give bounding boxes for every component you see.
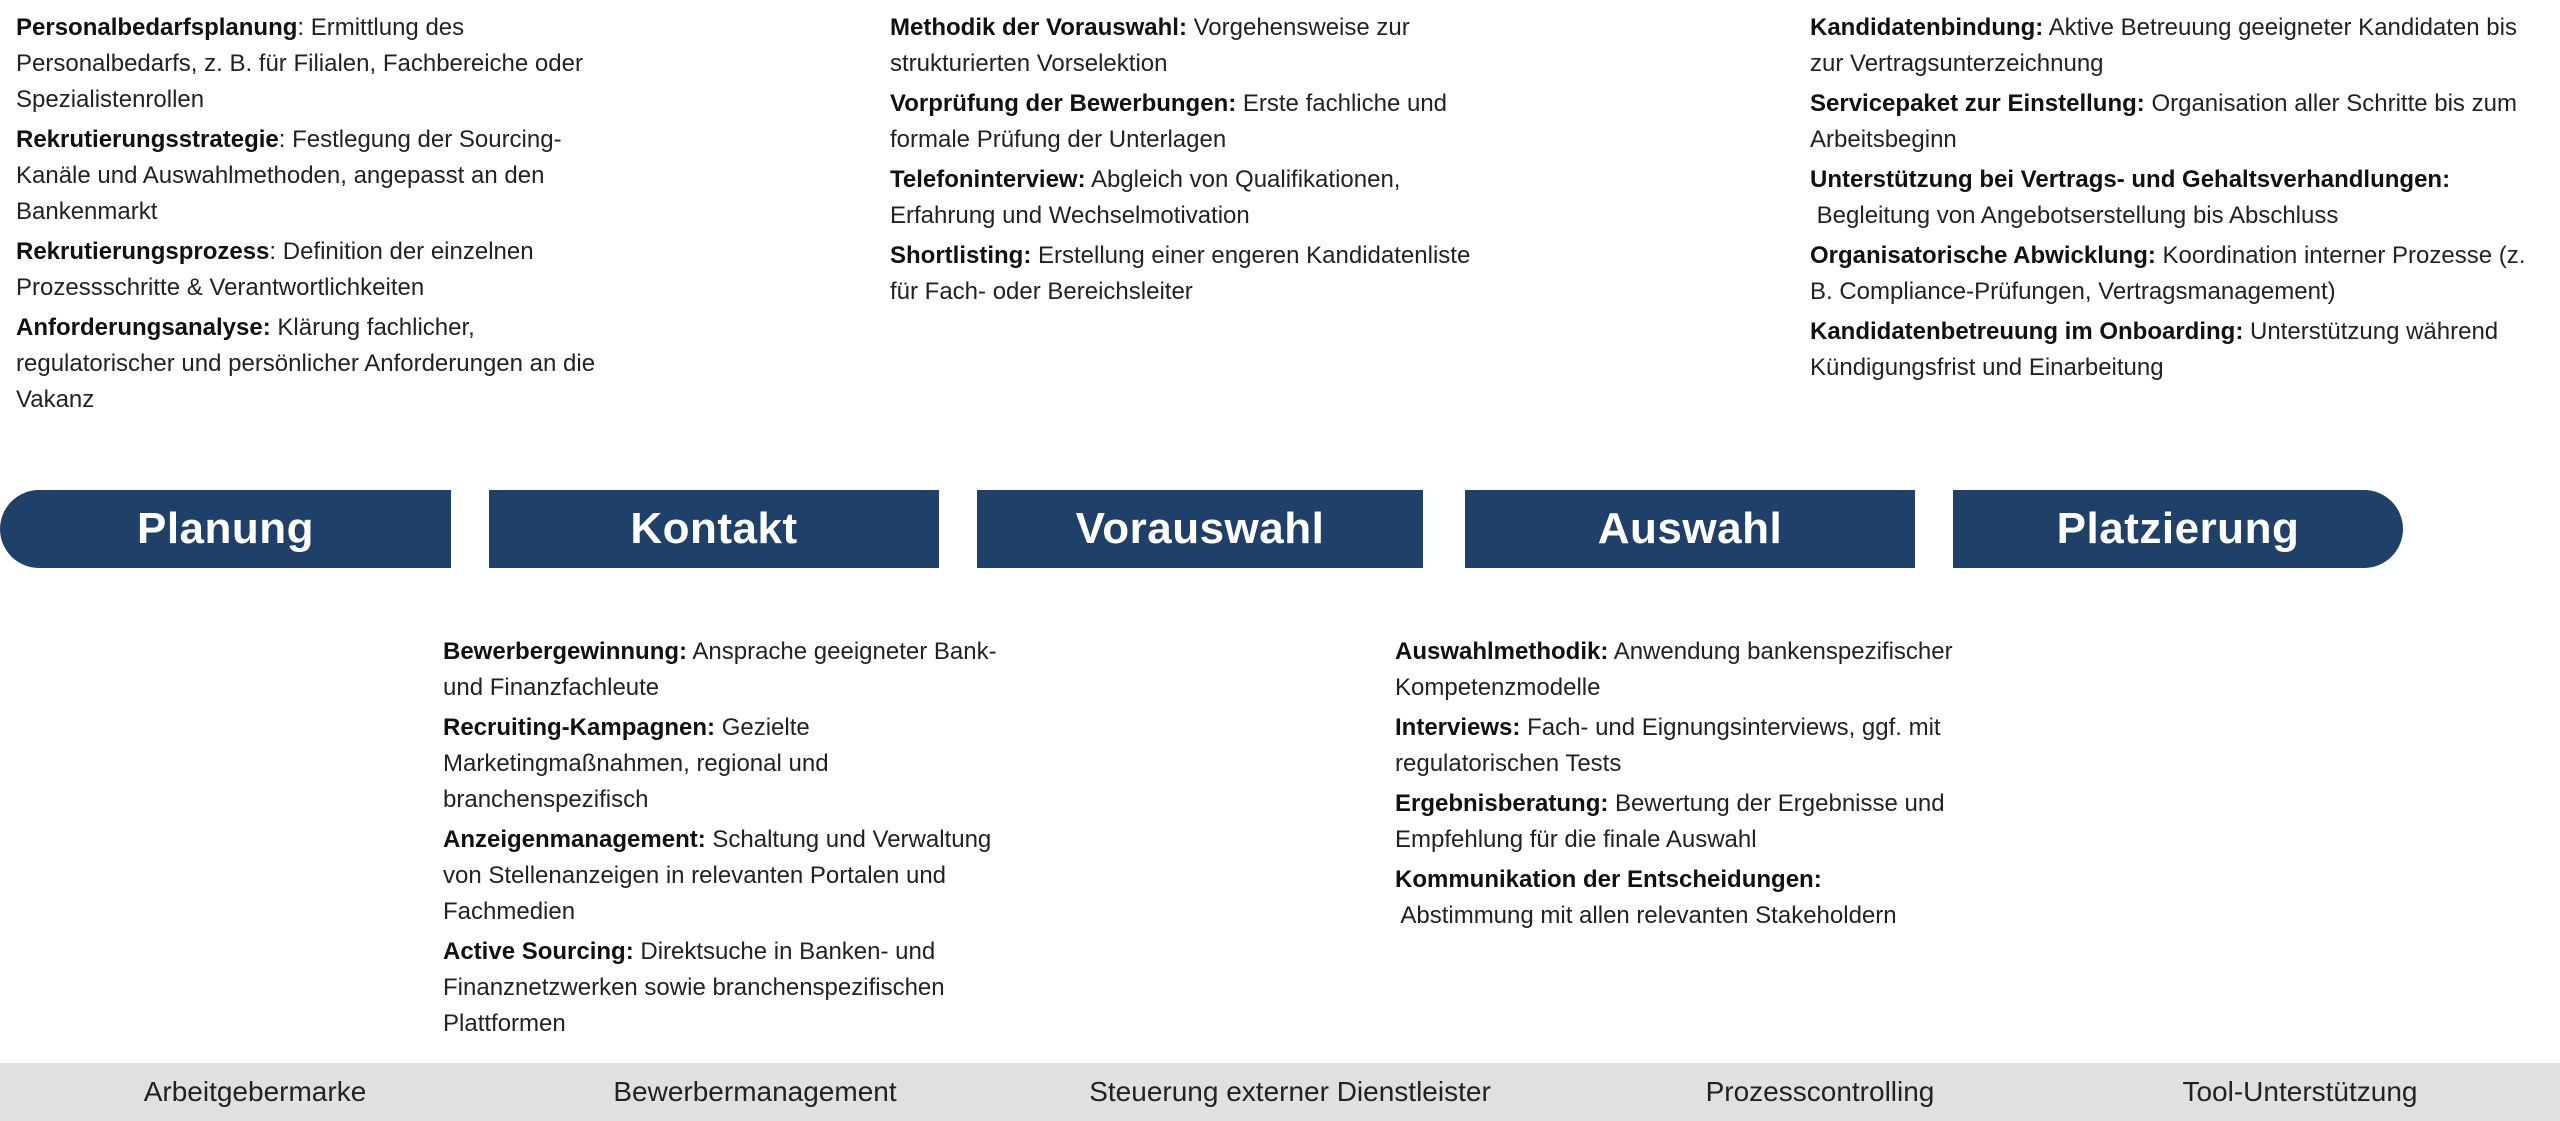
vorauswahl-item-description: Erste fachliche und formale Prüfung der Unterlagen bbox=[890, 90, 1448, 153]
planung-item-term: Anforderungsanalyse: bbox=[16, 314, 271, 341]
stage-kontakt: Kontakt bbox=[489, 490, 939, 568]
vorauswahl-item-term: Shortlisting: bbox=[890, 242, 1032, 269]
kontakt-item bbox=[443, 822, 1013, 930]
auswahl-item-description: Bewertung der Ergebnisse und Empfehlung für die finale Auswahl bbox=[1395, 790, 1945, 853]
planung-item-term: Personalbedarfsplanung bbox=[16, 14, 298, 41]
vorauswahl-item-term: Vorprüfung der Bewerbungen: bbox=[890, 90, 1237, 117]
auswahl-item-term: Auswahlmethodik: bbox=[1395, 638, 1609, 665]
kontakt-item-description: Ansprache geeigneter Bank- und Finanzfachleute bbox=[443, 638, 997, 701]
vorauswahl-item-separator bbox=[1236, 90, 1243, 117]
kontakt-item-term: Anzeigenmanagement: bbox=[443, 826, 706, 853]
vorauswahl-item-description: Erstellung einer engeren Kandidatenliste für Fach- oder Bereichsleiter bbox=[890, 242, 1471, 305]
planung-item bbox=[16, 310, 596, 418]
platzierung-item-term: Kandidatenbindung: bbox=[1810, 14, 2044, 41]
auswahl-item-description: Fach- und Eignungsinterviews, ggf. mit regulatorischen Tests bbox=[1395, 714, 1941, 777]
auswahl-item-term: Kommunikation der Entscheidungen: bbox=[1395, 866, 1822, 893]
planung-item bbox=[16, 234, 596, 306]
stage-auswahl: Auswahl bbox=[1465, 490, 1915, 568]
auswahl-item bbox=[1395, 634, 1955, 706]
auswahl-item bbox=[1395, 710, 1955, 782]
platzierung-item bbox=[1810, 162, 2550, 234]
kontakt-item-term: Recruiting-Kampagnen: bbox=[443, 714, 716, 741]
platzierung-item-term: Unterstützung bei Vertrags- und Gehaltsverhandlungen: bbox=[1810, 166, 2451, 193]
auswahl-item-term: Interviews: bbox=[1395, 714, 1521, 741]
bar-item-prozesscontrolling: Prozesscontrolling bbox=[1705, 1076, 1935, 1107]
auswahl-item bbox=[1395, 862, 1955, 934]
planung-item-term: Rekrutierungsprozess bbox=[16, 238, 270, 265]
planung-item-description: Definition der einzelnen Prozessschritte & Verantwortlichkeiten bbox=[16, 238, 534, 301]
kontakt-item-term: Bewerbergewinnung: bbox=[443, 638, 688, 665]
planung-details bbox=[16, 10, 596, 422]
planung-item-separator: : bbox=[269, 238, 283, 265]
bar-item-dienstleister: Steuerung externer Dienstleister bbox=[1089, 1076, 1491, 1107]
auswahl-item-description: Anwendung bankenspezifischer Kompetenzmodelle bbox=[1395, 638, 1953, 701]
platzierung-item-separator bbox=[2156, 242, 2163, 269]
planung-item bbox=[16, 122, 596, 230]
kontakt-item bbox=[443, 634, 1013, 706]
kontakt-item-description: Schaltung und Verwaltung von Stellenanzeigen in relevanten Portalen und Fachmedien bbox=[443, 826, 992, 925]
vorauswahl-item-description: Vorgehensweise zur strukturierten Vorselektion bbox=[890, 14, 1410, 77]
planung-item-description: Klärung fachlicher, regulatorischer und persönlicher Anforderungen an die Vakanz bbox=[16, 314, 596, 413]
auswahl-item-term: Ergebnisberatung: bbox=[1395, 790, 1609, 817]
platzierung-item bbox=[1810, 238, 2550, 310]
kontakt-item-description: Gezielte Marketingmaßnahmen, regional und branchenspezifisch bbox=[443, 714, 829, 813]
platzierung-item-term: Servicepaket zur Einstellung: bbox=[1810, 90, 2145, 117]
planung-item-description: Ermittlung des Personalbedarfs, z. B. für Filialen, Fachbereiche oder Spezialistenrollen bbox=[16, 14, 583, 113]
kontakt-item-description: Direktsuche in Banken- und Finanznetzwerken sowie branchenspezifischen Plattformen bbox=[443, 938, 945, 1037]
vorauswahl-item-separator bbox=[1031, 242, 1038, 269]
bar-item-bewerbermanagement: Bewerbermanagement bbox=[613, 1076, 897, 1107]
platzierung-item bbox=[1810, 10, 2550, 82]
planung-item bbox=[16, 10, 596, 118]
vorauswahl-item bbox=[890, 238, 1490, 310]
vorauswahl-item bbox=[890, 86, 1490, 158]
planung-item-separator: : bbox=[278, 126, 293, 153]
vorauswahl-item-term: Methodik der Vorauswahl: bbox=[890, 14, 1187, 41]
platzierung-item-separator bbox=[1810, 202, 1817, 229]
vorauswahl-item bbox=[890, 162, 1490, 234]
platzierung-item-description: Koordination interner Prozesse (z. B. Compliance-Prüfungen, Vertragsmanagement) bbox=[1810, 242, 2526, 305]
platzierung-item-description: Unterstützung während Kündigungsfrist und Einarbeitung bbox=[1810, 318, 2499, 381]
platzierung-item bbox=[1810, 314, 2550, 386]
platzierung-item-description: Aktive Betreuung geeigneter Kandidaten bis zur Vertragsunterzeichnung bbox=[1810, 14, 2517, 77]
platzierung-item-term: Kandidatenbetreuung im Onboarding: bbox=[1810, 318, 2244, 345]
bottom-bar bbox=[0, 1063, 2560, 1121]
vorauswahl-item-description: Abgleich von Qualifikationen, Erfahrung und Wechselmotivation bbox=[890, 166, 1401, 229]
auswahl-item-description: Abstimmung mit allen relevanten Stakeholdern bbox=[1400, 902, 1897, 929]
planung-item-description: Festlegung der Sourcing-Kanäle und Auswahlmethoden, angepasst an den Bankenmarkt bbox=[16, 126, 562, 225]
stage-vorauswahl: Vorauswahl bbox=[977, 490, 1423, 568]
kontakt-item-term: Active Sourcing: bbox=[443, 938, 634, 965]
vorauswahl-item-term: Telefoninterview: bbox=[890, 166, 1086, 193]
kontakt-details bbox=[443, 634, 1013, 1046]
platzierung-item bbox=[1810, 86, 2550, 158]
auswahl-item bbox=[1395, 786, 1955, 858]
stage-platzierung: Platzierung bbox=[1953, 490, 2403, 568]
vorauswahl-item bbox=[890, 10, 1490, 82]
kontakt-item-separator bbox=[715, 714, 722, 741]
auswahl-details bbox=[1395, 634, 1955, 938]
stage-planung: Planung bbox=[0, 490, 451, 568]
planung-item-separator: : bbox=[297, 14, 311, 41]
bar-item-tool-unterstuetzung: Tool-Unterstützung bbox=[2182, 1076, 2418, 1107]
platzierung-item-description: Begleitung von Angebotserstellung bis Abschluss bbox=[1816, 202, 2339, 229]
platzierung-details bbox=[1810, 10, 2550, 390]
planung-item-term: Rekrutierungsstrategie bbox=[16, 126, 279, 153]
kontakt-item bbox=[443, 710, 1013, 818]
platzierung-item-separator bbox=[2243, 318, 2250, 345]
vorauswahl-details bbox=[890, 10, 1490, 314]
platzierung-item-term: Organisatorische Abwicklung: bbox=[1810, 242, 2156, 269]
kontakt-item bbox=[443, 934, 1013, 1042]
platzierung-item-description: Organisation aller Schritte bis zum Arbeitsbeginn bbox=[1810, 90, 2517, 153]
vorauswahl-item-separator bbox=[1187, 14, 1194, 41]
bar-item-arbeitgebermarke: Arbeitgebermarke bbox=[143, 1076, 367, 1107]
